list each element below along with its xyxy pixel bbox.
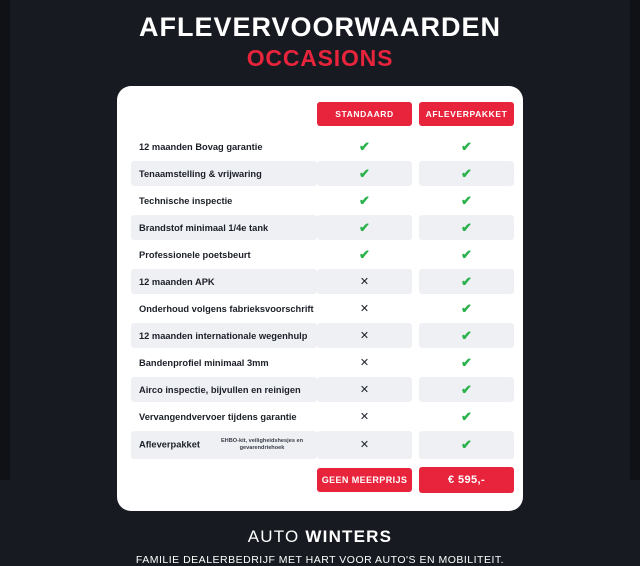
cell-standaard xyxy=(317,431,412,459)
cell-afleverpakket xyxy=(419,404,514,429)
row-label xyxy=(131,323,317,348)
cell-standaard xyxy=(317,161,412,186)
price-badge-afleverpakket: € 595,- xyxy=(419,467,514,493)
table-row xyxy=(131,188,514,213)
column-header-afleverpakket xyxy=(419,102,514,132)
cell-gap xyxy=(412,188,419,213)
check-icon: ✔ xyxy=(461,193,472,208)
table-row xyxy=(131,431,514,459)
row-label xyxy=(131,134,317,159)
cell-standaard xyxy=(317,350,412,375)
table-row xyxy=(131,350,514,375)
row-label-text: Brandstof minimaal 1/4e tank xyxy=(139,222,269,233)
cell-gap xyxy=(412,431,419,459)
cell-afleverpakket xyxy=(419,350,514,375)
cell-gap xyxy=(412,242,419,267)
row-label xyxy=(131,350,317,375)
row-label-text: 12 maanden Bovag garantie xyxy=(139,141,263,152)
footer-spacer xyxy=(131,461,317,493)
cell-standaard xyxy=(317,377,412,402)
row-label-text: Tenaamstelling & vrijwaring xyxy=(139,168,262,179)
footer-cell-standaard xyxy=(317,461,412,493)
table-corner-cell xyxy=(131,102,317,132)
check-icon: ✔ xyxy=(359,139,370,154)
check-icon: ✔ xyxy=(359,220,370,235)
row-label-text: Vervangendvervoer tijdens garantie xyxy=(139,411,297,422)
check-icon: ✔ xyxy=(461,437,472,453)
row-label xyxy=(131,377,317,402)
poster-header xyxy=(139,12,501,72)
right-letterbox-edge xyxy=(630,0,640,480)
row-label xyxy=(131,269,317,294)
column-header-standaard xyxy=(317,102,412,132)
row-label-text: Airco inspectie, bijvullen en reinigen xyxy=(139,384,301,395)
table-row xyxy=(131,134,514,159)
comparison-table xyxy=(131,100,514,495)
row-label xyxy=(131,188,317,213)
cross-icon: ✕ xyxy=(359,384,370,396)
cell-gap xyxy=(412,269,419,294)
footer-cell-afleverpakket xyxy=(419,461,514,493)
cross-icon: ✕ xyxy=(359,303,370,315)
cell-standaard xyxy=(317,134,412,159)
check-icon: ✔ xyxy=(359,247,370,262)
row-label xyxy=(131,431,317,459)
cell-standaard xyxy=(317,404,412,429)
brand-name-second: WINTERS xyxy=(305,526,393,546)
cell-standaard xyxy=(317,269,412,294)
comparison-card xyxy=(117,86,523,511)
cell-standaard xyxy=(317,188,412,213)
cell-afleverpakket xyxy=(419,377,514,402)
cell-afleverpakket xyxy=(419,161,514,186)
cell-gap xyxy=(412,215,419,240)
cell-gap xyxy=(412,404,419,429)
row-label-text: Professionele poetsbeurt xyxy=(139,249,251,260)
row-label xyxy=(131,215,317,240)
row-label-text: 12 maanden APK xyxy=(139,276,215,287)
cell-afleverpakket xyxy=(419,188,514,213)
cross-icon: ✕ xyxy=(359,276,370,288)
table-row xyxy=(131,242,514,267)
cell-afleverpakket xyxy=(419,296,514,321)
table-row xyxy=(131,296,514,321)
cell-gap xyxy=(412,350,419,375)
check-icon: ✔ xyxy=(461,274,472,289)
cell-gap xyxy=(412,323,419,348)
check-icon: ✔ xyxy=(359,193,370,208)
cell-standaard xyxy=(317,242,412,267)
page-title: AFLEVERVOORWAARDEN xyxy=(138,12,502,42)
table-footer-row xyxy=(131,461,514,493)
footer-gap xyxy=(412,461,419,493)
check-icon: ✔ xyxy=(461,301,472,316)
poster-footer xyxy=(136,527,504,566)
check-icon: ✔ xyxy=(461,247,472,262)
check-icon: ✔ xyxy=(461,382,472,397)
cross-icon: ✕ xyxy=(359,439,370,452)
table-row xyxy=(131,269,514,294)
table-header-row xyxy=(131,102,514,132)
cell-gap xyxy=(412,296,419,321)
cell-afleverpakket xyxy=(419,215,514,240)
brand-name-first: AUTO xyxy=(247,526,306,546)
row-label-text: Bandenprofiel minimaal 3mm xyxy=(139,357,269,368)
row-label xyxy=(131,161,317,186)
cell-afleverpakket xyxy=(419,242,514,267)
row-label-text: Afleverpakket xyxy=(139,439,200,450)
column-header-afleverpakket-label: AFLEVERPAKKET xyxy=(419,102,514,126)
left-letterbox-edge xyxy=(0,0,10,480)
cell-gap xyxy=(412,134,419,159)
row-label-note: EHBO-kit, veiligheidshesjes en gevarendriehoek xyxy=(220,438,304,451)
cell-standaard xyxy=(317,215,412,240)
table-row xyxy=(131,161,514,186)
table-row xyxy=(131,377,514,402)
check-icon: ✔ xyxy=(359,166,370,181)
cell-afleverpakket xyxy=(419,134,514,159)
cell-standaard xyxy=(317,323,412,348)
table-row xyxy=(131,323,514,348)
brand-name xyxy=(136,527,504,547)
check-icon: ✔ xyxy=(461,409,472,424)
brand-tagline: FAMILIE DEALERBEDRIJF MET HART VOOR AUTO'S EN MOBILITEIT. xyxy=(135,553,505,566)
cell-standaard xyxy=(317,296,412,321)
cell-afleverpakket xyxy=(419,269,514,294)
row-label-text: Technische inspectie xyxy=(139,195,233,206)
cell-afleverpakket xyxy=(419,323,514,348)
column-header-standaard-label: STANDAARD xyxy=(317,102,412,126)
cell-gap xyxy=(412,377,419,402)
row-label-text: Onderhoud volgens fabrieksvoorschrift xyxy=(139,303,314,314)
check-icon: ✔ xyxy=(461,139,472,154)
table-row xyxy=(131,404,514,429)
check-icon: ✔ xyxy=(461,355,472,370)
check-icon: ✔ xyxy=(461,166,472,181)
price-badge-standaard: GEEN MEERPRIJS xyxy=(317,468,412,492)
table-row xyxy=(131,215,514,240)
cross-icon: ✕ xyxy=(359,411,370,423)
row-label xyxy=(131,404,317,429)
cross-icon: ✕ xyxy=(359,330,370,342)
check-icon: ✔ xyxy=(461,328,472,343)
page-subtitle: OCCASIONS xyxy=(246,45,394,71)
cell-gap xyxy=(412,161,419,186)
row-label xyxy=(131,296,317,321)
row-label-text: 12 maanden internationale wegenhulp xyxy=(139,330,308,341)
row-label xyxy=(131,242,317,267)
cross-icon: ✕ xyxy=(359,357,370,369)
cell-afleverpakket xyxy=(419,431,514,459)
check-icon: ✔ xyxy=(461,220,472,235)
header-gap xyxy=(412,102,419,132)
